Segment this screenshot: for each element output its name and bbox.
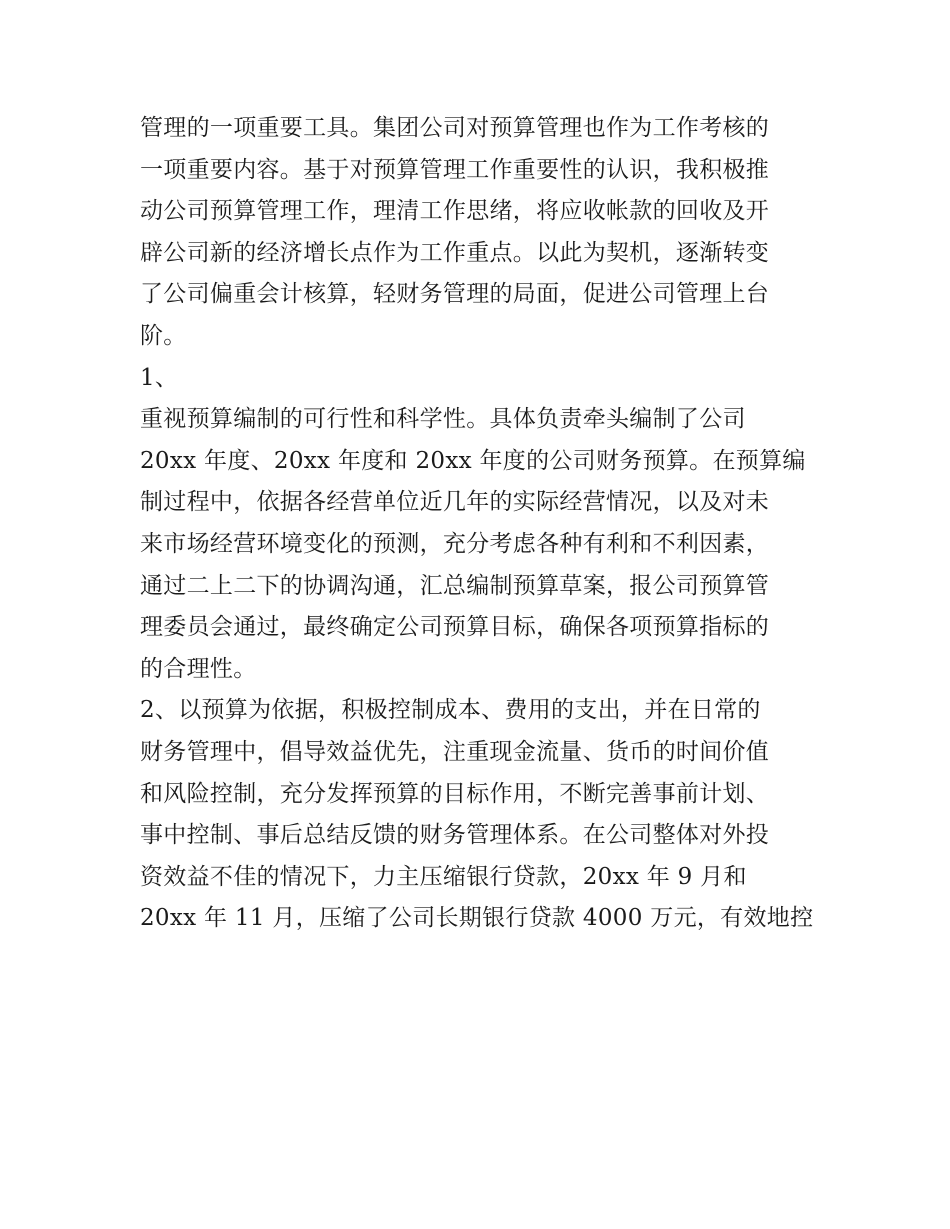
text-line: 理委员会通过，最终确定公司预算目标，确保各项预算指标的 — [140, 614, 770, 641]
body-text — [140, 108, 830, 940]
text-line: 通过二上二下的协调沟通，汇总编制预算草案，报公司预算管 — [140, 572, 770, 599]
text-line: 的合理性。 — [140, 655, 257, 682]
list-item-2-start: 2、以预算为依据，积极控制成本、费用的支出，并在日常的 — [140, 697, 761, 724]
text-line: 来市场经营环境变化的预测，充分考虑各种有利和不利因素， — [140, 530, 770, 557]
text-line: 事中控制、事后总结反馈的财务管理体系。在公司整体对外投 — [140, 822, 770, 849]
text-line: 了公司偏重会计核算，轻财务管理的局面，促进公司管理上台 — [140, 281, 770, 308]
text-line: 20xx 年 11 月，压缩了公司长期银行贷款 4000 万元，有效地控 — [140, 905, 814, 932]
text-line: 动公司预算管理工作，理清工作思绪，将应收帐款的回收及开 — [140, 198, 770, 225]
text-line: 制过程中，依据各经营单位近几年的实际经营情况，以及对未 — [140, 489, 770, 516]
list-marker-1: 1、 — [140, 364, 179, 391]
text-line: 一项重要内容。基于对预算管理工作重要性的认识，我积极推 — [140, 156, 770, 183]
text-line: 阶。 — [140, 322, 187, 349]
text-line: 辟公司新的经济增长点作为工作重点。以此为契机，逐渐转变 — [140, 239, 770, 266]
text-line: 重视预算编制的可行性和科学性。具体负责牵头编制了公司 — [140, 406, 746, 433]
text-line: 20xx 年度、20xx 年度和 20xx 年度的公司财务预算。在预算编 — [140, 447, 806, 474]
text-line: 管理的一项重要工具。集团公司对预算管理也作为工作考核的 — [140, 115, 770, 141]
text-line: 和风险控制，充分发挥预算的目标作用，不断完善事前计划、 — [140, 780, 770, 807]
text-line: 财务管理中，倡导效益优先，注重现金流量、货币的时间价值 — [140, 738, 770, 765]
text-line: 资效益不佳的情况下，力主压缩银行贷款，20xx 年 9 月和 — [140, 863, 747, 890]
